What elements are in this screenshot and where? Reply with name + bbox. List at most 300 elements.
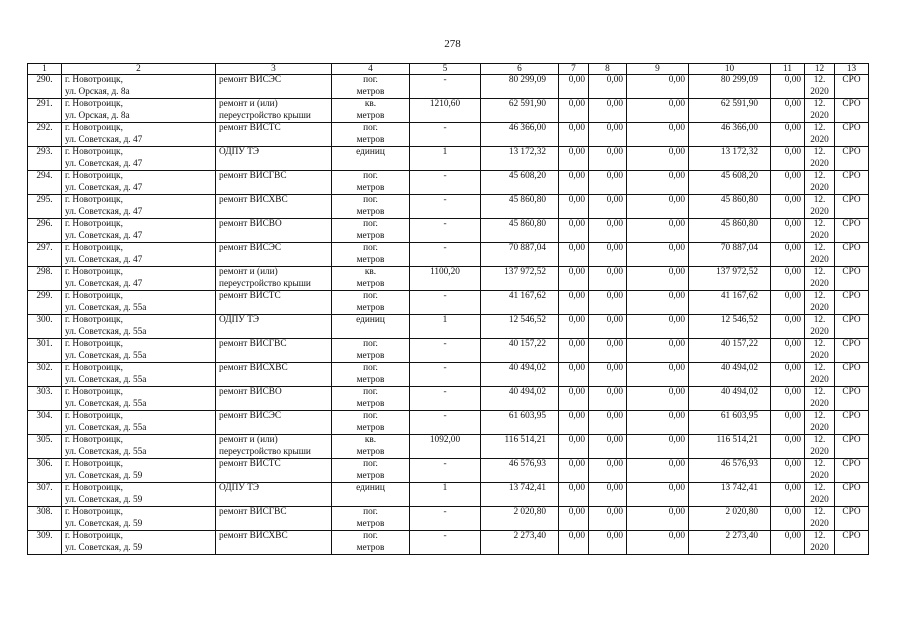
- table-cell: [481, 123, 559, 147]
- row-number: 306.: [36, 459, 53, 469]
- table-cell: [627, 291, 689, 315]
- table-cell: [805, 411, 835, 435]
- cost-total: 46 576,93: [508, 459, 546, 469]
- cost-col-7: 0,00: [568, 147, 585, 157]
- table-cell: [481, 339, 559, 363]
- work-type-line: ремонт и (или): [219, 435, 278, 445]
- table-cell: [835, 75, 869, 99]
- table-cell: [559, 147, 589, 171]
- table-cell: [689, 315, 771, 339]
- table-cell: [410, 267, 481, 291]
- cost-col-7: 0,00: [568, 267, 585, 277]
- cost-col-8: 0,00: [606, 147, 623, 157]
- table-cell: [559, 171, 589, 195]
- table-cell: [410, 459, 481, 483]
- cost-col-11: 0,00: [784, 219, 801, 229]
- cost-col-7: 0,00: [568, 339, 585, 349]
- cost-col-11: 0,00: [784, 387, 801, 397]
- deadline-month: 12.: [813, 75, 826, 85]
- table-cell: [332, 147, 410, 171]
- work-type-line: ремонт ВИСХВС: [219, 195, 288, 205]
- city-line: г. Новотроицк,: [65, 171, 123, 181]
- cost-col-10: 46 576,93: [720, 459, 758, 469]
- table-cell: [410, 339, 481, 363]
- quantity: -: [443, 507, 447, 517]
- table-cell: [771, 99, 805, 123]
- column-number: 2: [62, 64, 216, 75]
- table-cell: [28, 411, 62, 435]
- table-cell: [216, 507, 332, 531]
- table-cell: [216, 171, 332, 195]
- cost-col-9: 0,00: [668, 339, 685, 349]
- street-line: ул. Советская, д. 55а: [65, 374, 147, 385]
- table-cell: [332, 411, 410, 435]
- city-line: г. Новотроицк,: [65, 411, 123, 421]
- table-cell: [835, 387, 869, 411]
- unit-line: пог.: [363, 123, 378, 133]
- table-cell: [689, 243, 771, 267]
- funding-source: СРО: [842, 195, 861, 205]
- table-cell: [332, 507, 410, 531]
- cost-col-7: 0,00: [568, 507, 585, 517]
- table-cell: [835, 171, 869, 195]
- table-cell: [28, 459, 62, 483]
- quantity: 1100,20: [430, 267, 460, 277]
- cost-col-8: 0,00: [606, 387, 623, 397]
- table-cell: [559, 459, 589, 483]
- deadline-month: 12.: [813, 315, 826, 325]
- cost-col-9: 0,00: [668, 219, 685, 229]
- deadline-month: 12.: [813, 123, 826, 133]
- unit-line: метров: [356, 206, 385, 217]
- cost-total: 40 494,02: [508, 363, 546, 373]
- table-cell: [216, 123, 332, 147]
- table-cell: [28, 195, 62, 219]
- cost-col-8: 0,00: [606, 531, 623, 541]
- table-cell: [481, 195, 559, 219]
- row-number: 290.: [36, 75, 53, 85]
- row-number: 298.: [36, 267, 53, 277]
- table-cell: [689, 219, 771, 243]
- row-number: 300.: [36, 315, 53, 325]
- table-cell: [805, 171, 835, 195]
- cost-col-8: 0,00: [606, 219, 623, 229]
- table-cell: [216, 387, 332, 411]
- quantity: -: [443, 291, 447, 301]
- cost-col-10: 80 299,09: [720, 75, 758, 85]
- unit-line: метров: [356, 86, 385, 97]
- table-cell: [589, 435, 627, 459]
- cost-col-8: 0,00: [606, 243, 623, 253]
- table-cell: [805, 387, 835, 411]
- quantity: -: [443, 195, 447, 205]
- table-cell: [332, 123, 410, 147]
- table-cell: [410, 531, 481, 555]
- work-type-line: ОДПУ ТЭ: [219, 147, 260, 157]
- table-cell: [216, 435, 332, 459]
- cost-col-7: 0,00: [568, 363, 585, 373]
- table-cell: [805, 459, 835, 483]
- row-number: 292.: [36, 123, 53, 133]
- cost-col-8: 0,00: [606, 123, 623, 133]
- unit-line: пог.: [363, 243, 378, 253]
- table-cell: [216, 243, 332, 267]
- table-cell: [481, 531, 559, 555]
- table-cell: [627, 195, 689, 219]
- table-cell: [689, 195, 771, 219]
- work-type-line: ОДПУ ТЭ: [219, 483, 260, 493]
- work-type-line: ремонт ВИСТС: [219, 123, 281, 133]
- row-number: 291.: [36, 99, 53, 109]
- table-cell: [62, 75, 216, 99]
- table-cell: [216, 195, 332, 219]
- deadline-month: 12.: [813, 291, 826, 301]
- cost-col-7: 0,00: [568, 123, 585, 133]
- city-line: г. Новотроицк,: [65, 75, 123, 85]
- table-cell: [835, 123, 869, 147]
- table-cell: [589, 411, 627, 435]
- table-cell: [689, 291, 771, 315]
- cost-col-7: 0,00: [568, 195, 585, 205]
- table-cell: [771, 123, 805, 147]
- cost-col-9: 0,00: [668, 123, 685, 133]
- table-cell: [805, 483, 835, 507]
- cost-col-10: 12 546,52: [720, 315, 758, 325]
- cost-col-7: 0,00: [568, 411, 585, 421]
- table-cell: [627, 483, 689, 507]
- table-cell: [481, 411, 559, 435]
- table-row: [28, 75, 869, 99]
- cost-col-7: 0,00: [568, 243, 585, 253]
- table-cell: [481, 267, 559, 291]
- city-line: г. Новотроицк,: [65, 315, 123, 325]
- table-cell: [805, 507, 835, 531]
- deadline-year: 2020: [810, 206, 829, 217]
- unit-line: метров: [356, 374, 385, 385]
- cost-total: 137 972,52: [504, 267, 546, 277]
- table-cell: [332, 435, 410, 459]
- street-line: ул. Советская, д. 47: [65, 158, 143, 169]
- table-cell: [805, 219, 835, 243]
- cost-col-8: 0,00: [606, 75, 623, 85]
- table-cell: [332, 75, 410, 99]
- unit-line: метров: [356, 230, 385, 241]
- table-cell: [805, 339, 835, 363]
- cost-col-9: 0,00: [668, 483, 685, 493]
- cost-col-9: 0,00: [668, 363, 685, 373]
- cost-col-11: 0,00: [784, 483, 801, 493]
- table-cell: [559, 195, 589, 219]
- unit-line: метров: [356, 110, 385, 121]
- table-cell: [62, 339, 216, 363]
- cost-col-7: 0,00: [568, 459, 585, 469]
- quantity: -: [443, 123, 447, 133]
- deadline-year: 2020: [810, 398, 829, 409]
- table-cell: [216, 99, 332, 123]
- cost-col-10: 40 494,02: [720, 387, 758, 397]
- cost-col-10: 116 514,21: [716, 435, 758, 445]
- table-cell: [216, 363, 332, 387]
- table-cell: [771, 315, 805, 339]
- row-number: 296.: [36, 219, 53, 229]
- unit-line: метров: [356, 182, 385, 193]
- table-cell: [62, 435, 216, 459]
- quantity: 1210,60: [429, 99, 461, 109]
- cost-col-9: 0,00: [668, 531, 685, 541]
- work-type-line: ремонт и (или): [219, 99, 278, 109]
- table-cell: [805, 147, 835, 171]
- cost-col-8: 0,00: [606, 99, 623, 109]
- row-number: 308.: [36, 507, 53, 517]
- funding-source: СРО: [842, 411, 861, 421]
- deadline-year: 2020: [810, 230, 829, 241]
- table-cell: [627, 387, 689, 411]
- table-row: [28, 243, 869, 267]
- table-cell: [28, 435, 62, 459]
- table-cell: [559, 387, 589, 411]
- city-line: г. Новотроицк,: [65, 339, 123, 349]
- quantity: -: [443, 531, 447, 541]
- table-cell: [589, 267, 627, 291]
- table-cell: [62, 387, 216, 411]
- table-cell: [689, 435, 771, 459]
- deadline-year: 2020: [810, 254, 829, 265]
- table-cell: [410, 411, 481, 435]
- unit-line: метров: [356, 518, 385, 529]
- funding-source: СРО: [842, 219, 861, 229]
- table-row: [28, 411, 869, 435]
- unit-line: пог.: [363, 363, 378, 373]
- table-row: [28, 267, 869, 291]
- table-cell: [481, 171, 559, 195]
- funding-source: СРО: [842, 147, 861, 157]
- table-cell: [627, 339, 689, 363]
- cost-total: 70 887,04: [508, 243, 546, 253]
- cost-col-11: 0,00: [784, 339, 801, 349]
- table-cell: [627, 267, 689, 291]
- table-cell: [771, 411, 805, 435]
- table-cell: [481, 243, 559, 267]
- cost-total: 2 273,40: [513, 531, 546, 541]
- table-cell: [410, 75, 481, 99]
- table-cell: [627, 243, 689, 267]
- column-number: 3: [216, 64, 332, 75]
- cost-col-9: 0,00: [668, 411, 685, 421]
- unit-line: пог.: [363, 411, 378, 421]
- table-cell: [771, 531, 805, 555]
- table-cell: [627, 435, 689, 459]
- quantity: -: [443, 363, 447, 373]
- funding-source: СРО: [842, 123, 861, 133]
- table-cell: [771, 435, 805, 459]
- cost-total: 45 860,80: [508, 219, 546, 229]
- table-cell: [771, 219, 805, 243]
- table-cell: [559, 363, 589, 387]
- table-cell: [62, 147, 216, 171]
- table-cell: [62, 459, 216, 483]
- cost-total: 80 299,09: [508, 75, 546, 85]
- work-type-line: ремонт ВИСТС: [219, 459, 281, 469]
- unit-line: кв.: [364, 435, 377, 445]
- cost-total: 40 494,02: [508, 387, 546, 397]
- table-cell: [835, 147, 869, 171]
- table-cell: [771, 483, 805, 507]
- cost-col-8: 0,00: [606, 339, 623, 349]
- table-cell: [589, 75, 627, 99]
- table-cell: [559, 291, 589, 315]
- deadline-month: 12.: [813, 195, 826, 205]
- table-cell: [62, 315, 216, 339]
- table-cell: [332, 243, 410, 267]
- table-cell: [332, 171, 410, 195]
- unit-line: метров: [356, 350, 385, 361]
- table-cell: [28, 291, 62, 315]
- table-cell: [410, 291, 481, 315]
- cost-col-10: 40 157,22: [720, 339, 758, 349]
- cost-col-10: 46 366,00: [720, 123, 758, 133]
- quantity: -: [443, 459, 447, 469]
- quantity: -: [443, 243, 447, 253]
- deadline-month: 12.: [813, 435, 826, 445]
- cost-col-11: 0,00: [784, 363, 801, 373]
- city-line: г. Новотроицк,: [65, 123, 123, 133]
- work-type-line: переустройство крыши: [219, 446, 311, 457]
- table-cell: [771, 147, 805, 171]
- table-cell: [410, 243, 481, 267]
- cost-col-11: 0,00: [784, 507, 801, 517]
- cost-col-7: 0,00: [568, 219, 585, 229]
- table-cell: [689, 171, 771, 195]
- table-cell: [589, 483, 627, 507]
- table-cell: [216, 531, 332, 555]
- deadline-month: 12.: [813, 339, 826, 349]
- table-cell: [28, 147, 62, 171]
- column-number-row: [28, 64, 869, 75]
- table-cell: [216, 459, 332, 483]
- unit-line: пог.: [363, 507, 378, 517]
- table-cell: [627, 99, 689, 123]
- table-cell: [771, 171, 805, 195]
- cost-col-8: 0,00: [606, 507, 623, 517]
- table-cell: [332, 267, 410, 291]
- quantity: 1: [442, 483, 448, 493]
- cost-col-8: 0,00: [606, 435, 623, 445]
- unit-line: пог.: [363, 291, 378, 301]
- cost-col-10: 45 860,80: [720, 195, 758, 205]
- table-cell: [835, 291, 869, 315]
- table-cell: [62, 531, 216, 555]
- table-cell: [835, 99, 869, 123]
- unit-line: пог.: [363, 339, 378, 349]
- table-cell: [689, 147, 771, 171]
- deadline-year: 2020: [810, 134, 829, 145]
- table-cell: [332, 291, 410, 315]
- cost-col-7: 0,00: [568, 531, 585, 541]
- table-cell: [835, 243, 869, 267]
- table-cell: [216, 315, 332, 339]
- street-line: ул. Орская, д. 8а: [65, 110, 130, 121]
- column-number: 9: [627, 64, 689, 75]
- city-line: г. Новотроицк,: [65, 459, 123, 469]
- table-cell: [559, 75, 589, 99]
- row-number: 295.: [36, 195, 53, 205]
- cost-col-8: 0,00: [606, 411, 623, 421]
- unit-line: единиц: [356, 147, 385, 157]
- cost-col-10: 40 494,02: [720, 363, 758, 373]
- deadline-year: 2020: [810, 86, 829, 97]
- cost-col-7: 0,00: [568, 75, 585, 85]
- table-cell: [410, 483, 481, 507]
- cost-total: 45 608,20: [508, 171, 546, 181]
- table-cell: [689, 363, 771, 387]
- column-number: 7: [559, 64, 589, 75]
- deadline-year: 2020: [810, 446, 829, 457]
- table-cell: [689, 267, 771, 291]
- column-number: 4: [332, 64, 410, 75]
- table-cell: [332, 195, 410, 219]
- table-cell: [216, 291, 332, 315]
- funding-source: СРО: [842, 291, 861, 301]
- work-type-line: переустройство крыши: [219, 278, 311, 289]
- table-cell: [835, 315, 869, 339]
- work-type-line: ОДПУ ТЭ: [219, 315, 260, 325]
- table-cell: [689, 123, 771, 147]
- table-cell: [689, 411, 771, 435]
- cost-col-11: 0,00: [784, 99, 801, 109]
- unit-line: пог.: [363, 387, 378, 397]
- street-line: ул. Советская, д. 47: [65, 206, 143, 217]
- table-cell: [771, 243, 805, 267]
- table-cell: [481, 75, 559, 99]
- cost-col-10: 45 608,20: [720, 171, 758, 181]
- table-cell: [771, 195, 805, 219]
- deadline-month: 12.: [813, 483, 826, 493]
- cost-col-9: 0,00: [668, 243, 685, 253]
- street-line: ул. Советская, д. 47: [65, 182, 143, 193]
- table-cell: [627, 507, 689, 531]
- table-cell: [28, 387, 62, 411]
- table-cell: [589, 387, 627, 411]
- table-row: [28, 291, 869, 315]
- table-cell: [216, 75, 332, 99]
- cost-col-10: 70 887,04: [720, 243, 758, 253]
- street-line: ул. Советская, д. 47: [65, 134, 143, 145]
- city-line: г. Новотроицк,: [65, 531, 123, 541]
- cost-col-10: 62 591,90: [720, 99, 758, 109]
- deadline-month: 12.: [813, 507, 826, 517]
- table-cell: [62, 171, 216, 195]
- unit-line: кв.: [364, 267, 377, 277]
- work-type-line: ремонт ВИСГВС: [219, 339, 287, 349]
- table-cell: [689, 99, 771, 123]
- table-cell: [332, 315, 410, 339]
- table-cell: [28, 123, 62, 147]
- table-row: [28, 531, 869, 555]
- work-type-line: ремонт ВИСВО: [219, 219, 282, 229]
- table-cell: [559, 243, 589, 267]
- table-cell: [332, 459, 410, 483]
- row-number: 301.: [36, 339, 53, 349]
- row-number: 302.: [36, 363, 53, 373]
- table-cell: [332, 483, 410, 507]
- cost-total: 45 860,80: [508, 195, 546, 205]
- cost-col-10: 41 167,62: [720, 291, 758, 301]
- table-cell: [559, 531, 589, 555]
- table-cell: [805, 99, 835, 123]
- cost-col-9: 0,00: [668, 147, 685, 157]
- cost-col-9: 0,00: [668, 291, 685, 301]
- work-type-line: ремонт и (или): [219, 267, 278, 277]
